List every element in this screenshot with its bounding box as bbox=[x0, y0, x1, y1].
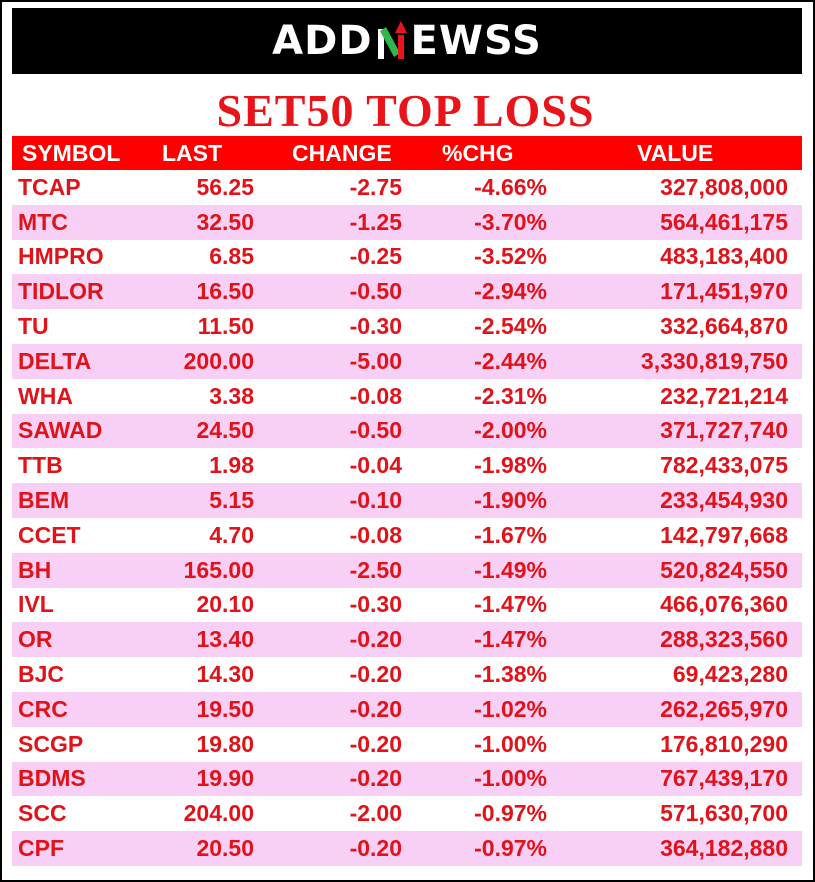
cell-pct-change: -1.47% bbox=[402, 588, 547, 623]
cell-symbol: CCET bbox=[12, 518, 162, 553]
cell-pct-change: -1.98% bbox=[402, 448, 547, 483]
cell-last: 4.70 bbox=[162, 518, 262, 553]
cell-last: 5.15 bbox=[162, 483, 262, 518]
cell-symbol: SCGP bbox=[12, 727, 162, 762]
table-row bbox=[12, 170, 802, 205]
table-row bbox=[12, 762, 802, 797]
cell-change: -0.50 bbox=[262, 274, 402, 309]
cell-change: -0.25 bbox=[262, 240, 402, 275]
col-header-value: VALUE bbox=[547, 136, 802, 170]
cell-change: -0.20 bbox=[262, 622, 402, 657]
cell-change: -0.50 bbox=[262, 414, 402, 449]
cell-last: 20.10 bbox=[162, 588, 262, 623]
table-row bbox=[12, 379, 802, 414]
cell-last: 200.00 bbox=[162, 344, 262, 379]
col-header-pct: %CHG bbox=[402, 136, 547, 170]
cell-change: -2.75 bbox=[262, 170, 402, 205]
table-row bbox=[12, 448, 802, 483]
cell-change: -5.00 bbox=[262, 344, 402, 379]
cell-change: -0.08 bbox=[262, 518, 402, 553]
cell-pct-change: -1.67% bbox=[402, 518, 547, 553]
table-row bbox=[12, 692, 802, 727]
top-loss-table bbox=[12, 136, 802, 866]
cell-change: -0.20 bbox=[262, 657, 402, 692]
cell-last: 165.00 bbox=[162, 553, 262, 588]
table-row bbox=[12, 309, 802, 344]
cell-change: -0.30 bbox=[262, 588, 402, 623]
col-header-change: CHANGE bbox=[262, 136, 402, 170]
cell-change: -0.20 bbox=[262, 762, 402, 797]
cell-value: 233,454,930 bbox=[547, 483, 802, 518]
col-header-symbol: SYMBOL bbox=[12, 136, 162, 170]
table-row bbox=[12, 205, 802, 240]
page-title: SET50 TOP LOSS bbox=[216, 85, 595, 136]
cell-pct-change: -2.94% bbox=[402, 274, 547, 309]
cell-value: 767,439,170 bbox=[547, 762, 802, 797]
cell-value: 520,824,550 bbox=[547, 553, 802, 588]
brand-logo bbox=[272, 18, 542, 64]
cell-change: -0.30 bbox=[262, 309, 402, 344]
cell-pct-change: -2.00% bbox=[402, 414, 547, 449]
cell-value: 332,664,870 bbox=[547, 309, 802, 344]
logo-suffix: EWSS bbox=[410, 18, 542, 64]
cell-pct-change: -3.70% bbox=[402, 205, 547, 240]
cell-pct-change: -1.00% bbox=[402, 727, 547, 762]
table-row bbox=[12, 622, 802, 657]
cell-last: 16.50 bbox=[162, 274, 262, 309]
cell-last: 1.98 bbox=[162, 448, 262, 483]
table-row bbox=[12, 553, 802, 588]
table-row bbox=[12, 727, 802, 762]
cell-symbol: TTB bbox=[12, 448, 162, 483]
table-row bbox=[12, 796, 802, 831]
cell-pct-change: -2.54% bbox=[402, 309, 547, 344]
cell-change: -0.20 bbox=[262, 727, 402, 762]
table-row bbox=[12, 240, 802, 275]
cell-symbol: BH bbox=[12, 553, 162, 588]
cell-value: 371,727,740 bbox=[547, 414, 802, 449]
header-bar bbox=[12, 8, 802, 74]
cell-symbol: IVL bbox=[12, 588, 162, 623]
cell-pct-change: -2.31% bbox=[402, 379, 547, 414]
table-row bbox=[12, 344, 802, 379]
cell-pct-change: -4.66% bbox=[402, 170, 547, 205]
table-header-row bbox=[12, 136, 802, 170]
cell-change: -0.04 bbox=[262, 448, 402, 483]
cell-last: 19.50 bbox=[162, 692, 262, 727]
cell-value: 171,451,970 bbox=[547, 274, 802, 309]
cell-change: -0.10 bbox=[262, 483, 402, 518]
table-row bbox=[12, 414, 802, 449]
table-row bbox=[12, 483, 802, 518]
cell-symbol: CPF bbox=[12, 831, 162, 866]
cell-value: 564,461,175 bbox=[547, 205, 802, 240]
cell-symbol: BEM bbox=[12, 483, 162, 518]
cell-last: 24.50 bbox=[162, 414, 262, 449]
cell-symbol: OR bbox=[12, 622, 162, 657]
cell-value: 327,808,000 bbox=[547, 170, 802, 205]
cell-last: 19.90 bbox=[162, 762, 262, 797]
cell-last: 204.00 bbox=[162, 796, 262, 831]
cell-symbol: SAWAD bbox=[12, 414, 162, 449]
cell-symbol: BDMS bbox=[12, 762, 162, 797]
cell-value: 232,721,214 bbox=[547, 379, 802, 414]
cell-symbol: BJC bbox=[12, 657, 162, 692]
cell-pct-change: -1.90% bbox=[402, 483, 547, 518]
cell-symbol: TCAP bbox=[12, 170, 162, 205]
cell-pct-change: -1.00% bbox=[402, 762, 547, 797]
cell-value: 3,330,819,750 bbox=[547, 344, 802, 379]
cell-value: 466,076,360 bbox=[547, 588, 802, 623]
cell-last: 19.80 bbox=[162, 727, 262, 762]
cell-symbol: WHA bbox=[12, 379, 162, 414]
cell-symbol: MTC bbox=[12, 205, 162, 240]
cell-last: 32.50 bbox=[162, 205, 262, 240]
cell-value: 782,433,075 bbox=[547, 448, 802, 483]
cell-value: 262,265,970 bbox=[547, 692, 802, 727]
table-row bbox=[12, 588, 802, 623]
cell-pct-change: -1.49% bbox=[402, 553, 547, 588]
cell-pct-change: -3.52% bbox=[402, 240, 547, 275]
cell-symbol: SCC bbox=[12, 796, 162, 831]
cell-last: 20.50 bbox=[162, 831, 262, 866]
cell-value: 571,630,700 bbox=[547, 796, 802, 831]
cell-value: 483,183,400 bbox=[547, 240, 802, 275]
cell-value: 69,423,280 bbox=[547, 657, 802, 692]
cell-value: 288,323,560 bbox=[547, 622, 802, 657]
cell-pct-change: -1.38% bbox=[402, 657, 547, 692]
cell-last: 3.38 bbox=[162, 379, 262, 414]
cell-last: 6.85 bbox=[162, 240, 262, 275]
cell-change: -1.25 bbox=[262, 205, 402, 240]
cell-symbol: DELTA bbox=[12, 344, 162, 379]
cell-change: -2.00 bbox=[262, 796, 402, 831]
cell-change: -0.20 bbox=[262, 692, 402, 727]
cell-last: 11.50 bbox=[162, 309, 262, 344]
cell-value: 176,810,290 bbox=[547, 727, 802, 762]
table-row bbox=[12, 831, 802, 866]
n-arrow-icon bbox=[374, 19, 410, 63]
cell-symbol: TU bbox=[12, 309, 162, 344]
table-row bbox=[12, 274, 802, 309]
cell-change: -2.50 bbox=[262, 553, 402, 588]
cell-symbol: TIDLOR bbox=[12, 274, 162, 309]
table-row bbox=[12, 518, 802, 553]
cell-change: -0.08 bbox=[262, 379, 402, 414]
cell-last: 13.40 bbox=[162, 622, 262, 657]
cell-pct-change: -0.97% bbox=[402, 831, 547, 866]
cell-value: 364,182,880 bbox=[547, 831, 802, 866]
cell-pct-change: -1.02% bbox=[402, 692, 547, 727]
col-header-last: LAST bbox=[162, 136, 262, 170]
cell-pct-change: -1.47% bbox=[402, 622, 547, 657]
cell-change: -0.20 bbox=[262, 831, 402, 866]
cell-pct-change: -0.97% bbox=[402, 796, 547, 831]
cell-symbol: CRC bbox=[12, 692, 162, 727]
logo-prefix: ADD bbox=[272, 18, 373, 64]
cell-last: 14.30 bbox=[162, 657, 262, 692]
cell-last: 56.25 bbox=[162, 170, 262, 205]
cell-symbol: HMPRO bbox=[12, 240, 162, 275]
table-row bbox=[12, 657, 802, 692]
cell-value: 142,797,668 bbox=[547, 518, 802, 553]
cell-pct-change: -2.44% bbox=[402, 344, 547, 379]
